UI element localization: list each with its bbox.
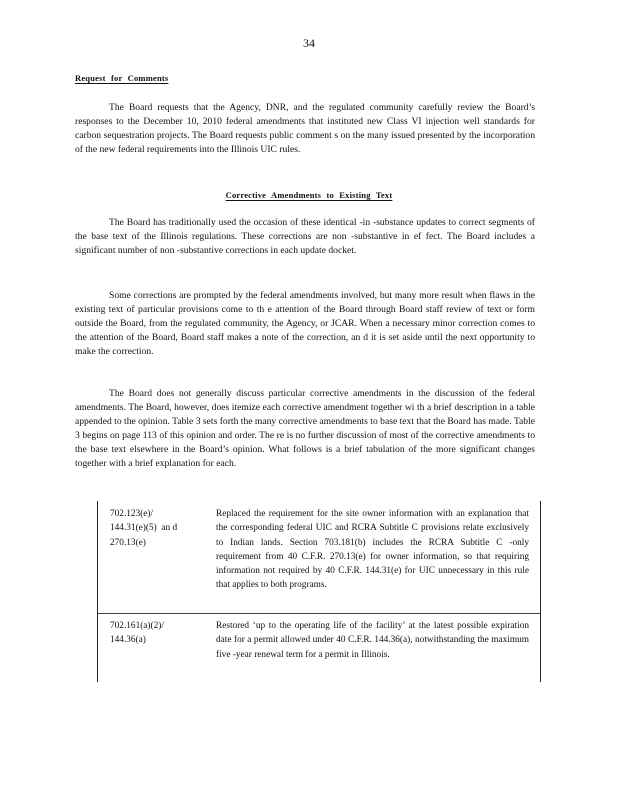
- table-row-divider: [98, 613, 540, 614]
- table-row-citation: [110, 507, 200, 550]
- corrective-paragraph-3: The Board does not generally discuss particular corrective amendments in the discussion of the federal amendments. The Board, however, does itemize each corrective amendment together wi th a brief description in a table appended to the opinion. Table 3 sets forth the many corrective amendments to base text that the Board has made. Table 3 begins on page 113 of this opinion and order. The re is no further discussion of most of the corrective amendments to the base text elsewhere in the Board’s opinion. What follows is a brief tabulation of the more significant changes together with a brief explanation for each.: [75, 388, 535, 470]
- citation-line: 144.31(e)(5) an d: [110, 523, 178, 534]
- corrective-paragraph-1: The Board has traditionally used the occasion of these identical -in -substance updates to correct segments of the base text of the Illinois regulations. These corrections are non -substantive in ef fect. The Board includes a significant number of non -substantive corrections in each update docket.: [75, 217, 535, 257]
- corrective-paragraph-2: Some corrections are prompted by the federal amendments involved, but many more result when flaws in the existing text of particular provisions come to th e attention of the Board through Board staff review of text or form outside the Board, from the regulated community, the Agency, or JCAR. When a necessary minor correction comes to the attention of the Board, Board staff makes a note of the correction, an d it is set aside until the next opportunity to make the correction.: [75, 290, 535, 358]
- page-number: 34: [303, 36, 315, 50]
- table-row-description: Restored ‘up to the operating life of the facility’ at the latest possible expiration date for a permit allowed under 40 C.F.R. 144.36(a), notwithstanding the maximum five -year renewal term for a permit in Illinois.: [216, 621, 529, 660]
- citation-line: 144.36(a): [110, 635, 146, 646]
- amendments-table: [97, 501, 541, 682]
- citation-line: 702.161(a)(2)/: [110, 621, 164, 631]
- table-row-description: Replaced the requirement for the site owner information with an explanation that the corresponding federal UIC and RCRA Subtitle C provisions relate exclusively to Indian lands. Section 703.181(b) includes the RCRA Subtitle C -only requirement from 40 C.F.R. 270.13(e) for owner information, so that requiring information not required by 40 C.F.R. 144.31(e) for UIC unnecessary in this rule that applies to both programs.: [216, 509, 529, 591]
- table-row-citation: [110, 619, 200, 648]
- citation-line: 702.123(e)/: [110, 509, 154, 519]
- request-for-comments-paragraph: The Board requests that the Agency, DNR, and the regulated community carefully review the Board’s responses to the December 10, 2010 federal amendments that instituted new Class VI injection well standards for carbon sequestration projects. The Board requests public comment s on the many issued presented by the incorporation of the new federal requirements into the Illinois UIC rules.: [75, 102, 535, 156]
- citation-line: 270.13(e): [110, 537, 146, 548]
- corrective-amendments-heading: Corrective Amendments to Existing Text: [225, 190, 393, 200]
- request-for-comments-heading: Request for Comments: [75, 73, 169, 83]
